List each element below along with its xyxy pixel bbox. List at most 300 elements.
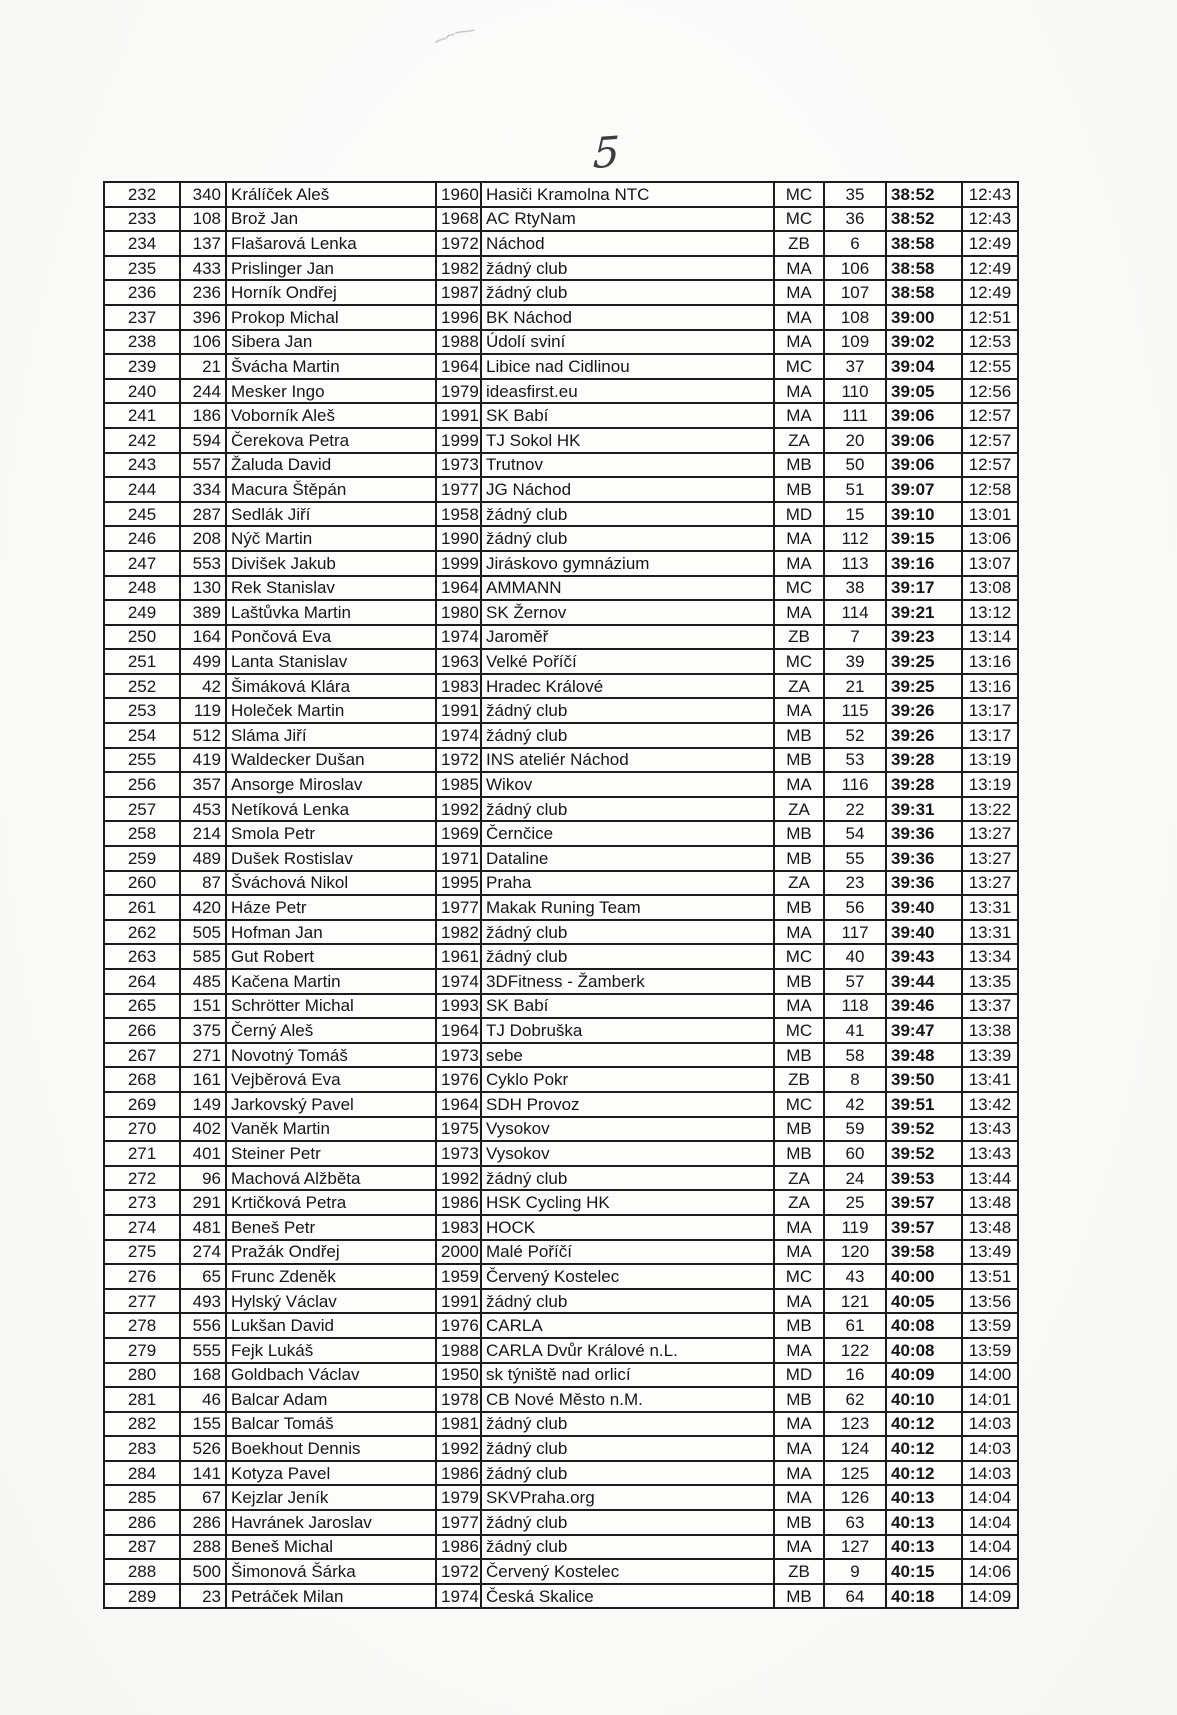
cell-year: 1959 [436,1264,481,1289]
cell-time: 38:58 [886,280,962,305]
cell-gap: 14:00 [962,1363,1018,1388]
cell-name: Lanta Stanislav [226,649,436,674]
cell-year: 1975 [436,1117,481,1142]
cell-rank: 239 [104,354,180,379]
cell-category: ZB [774,1559,824,1584]
cell-rank: 255 [104,748,180,773]
cell-bib: 286 [180,1510,226,1535]
cell-rank: 243 [104,453,180,478]
cell-category-rank: 16 [824,1363,886,1388]
cell-year: 1995 [436,871,481,896]
cell-club: SK Babí [481,994,774,1019]
cell-year: 1988 [436,330,481,355]
cell-name: Šimáková Klára [226,674,436,699]
cell-club: ideasfirst.eu [481,379,774,404]
cell-club: Černčice [481,821,774,846]
cell-name: Prokop Michal [226,305,436,330]
cell-bib: 23 [180,1584,226,1609]
cell-category: MB [774,895,824,920]
cell-category-rank: 61 [824,1313,886,1338]
cell-name: Frunc Zdeněk [226,1264,436,1289]
cell-time: 40:00 [886,1264,962,1289]
cell-name: Vejběrová Eva [226,1067,436,1092]
cell-rank: 252 [104,674,180,699]
cell-year: 1974 [436,723,481,748]
cell-category: MB [774,453,824,478]
cell-rank: 247 [104,551,180,576]
cell-gap: 13:07 [962,551,1018,576]
cell-rank: 234 [104,231,180,256]
cell-category-rank: 8 [824,1067,886,1092]
cell-category: MD [774,1363,824,1388]
cell-year: 1958 [436,502,481,527]
cell-bib: 505 [180,920,226,945]
cell-name: Kejzlar Jeník [226,1485,436,1510]
cell-category-rank: 113 [824,551,886,576]
cell-gap: 13:48 [962,1190,1018,1215]
cell-gap: 13:59 [962,1313,1018,1338]
cell-category-rank: 125 [824,1461,886,1486]
cell-club: žádný club [481,280,774,305]
cell-bib: 500 [180,1559,226,1584]
cell-category-rank: 9 [824,1559,886,1584]
table-row [104,280,1018,305]
cell-name: Vaněk Martin [226,1117,436,1142]
cell-gap: 13:01 [962,502,1018,527]
cell-rank: 251 [104,649,180,674]
cell-year: 1972 [436,231,481,256]
cell-club: žádný club [481,920,774,945]
cell-club: Cyklo Pokr [481,1067,774,1092]
cell-rank: 273 [104,1190,180,1215]
cell-name: Flašarová Lenka [226,231,436,256]
cell-gap: 13:34 [962,944,1018,969]
cell-category: MA [774,305,824,330]
cell-gap: 13:14 [962,625,1018,650]
cell-category: MB [774,1584,824,1609]
cell-bib: 236 [180,280,226,305]
cell-time: 39:51 [886,1092,962,1117]
cell-time: 39:50 [886,1067,962,1092]
cell-year: 1977 [436,477,481,502]
cell-rank: 258 [104,821,180,846]
cell-time: 40:18 [886,1584,962,1609]
cell-category: ZA [774,1190,824,1215]
cell-gap: 13:56 [962,1289,1018,1314]
cell-rank: 232 [104,182,180,207]
cell-year: 1977 [436,1510,481,1535]
cell-category-rank: 64 [824,1584,886,1609]
cell-rank: 260 [104,871,180,896]
cell-club: AMMANN [481,576,774,601]
cell-time: 39:25 [886,649,962,674]
cell-name: Pončová Eva [226,625,436,650]
cell-category-rank: 119 [824,1215,886,1240]
cell-rank: 268 [104,1067,180,1092]
cell-club: Trutnov [481,453,774,478]
cell-club: Červený Kostelec [481,1264,774,1289]
cell-club: Praha [481,871,774,896]
cell-year: 1982 [436,256,481,281]
cell-club: SK Babí [481,403,774,428]
cell-category-rank: 115 [824,698,886,723]
cell-name: Petráček Milan [226,1584,436,1609]
cell-year: 1974 [436,969,481,994]
cell-club: Makak Runing Team [481,895,774,920]
cell-gap: 12:51 [962,305,1018,330]
cell-gap: 14:04 [962,1510,1018,1535]
cell-year: 1990 [436,526,481,551]
cell-time: 39:46 [886,994,962,1019]
cell-club: Hasiči Kramolna NTC [481,182,774,207]
cell-category: MC [774,1092,824,1117]
cell-name: Hofman Jan [226,920,436,945]
cell-time: 39:16 [886,551,962,576]
cell-rank: 278 [104,1313,180,1338]
cell-bib: 556 [180,1313,226,1338]
cell-category: MC [774,944,824,969]
table-row [104,649,1018,674]
cell-year: 1996 [436,305,481,330]
cell-time: 39:36 [886,846,962,871]
cell-gap: 13:48 [962,1215,1018,1240]
cell-name: Balcar Adam [226,1387,436,1412]
cell-category: ZA [774,674,824,699]
cell-category-rank: 124 [824,1436,886,1461]
cell-name: Beneš Michal [226,1535,436,1560]
cell-year: 1964 [436,1018,481,1043]
cell-club: SK Žernov [481,600,774,625]
cell-year: 1974 [436,1584,481,1609]
cell-name: Jarkovský Pavel [226,1092,436,1117]
table-row [104,1092,1018,1117]
cell-year: 1971 [436,846,481,871]
cell-category: MC [774,576,824,601]
cell-category: MA [774,1535,824,1560]
cell-club: Česká Skalice [481,1584,774,1609]
cell-rank: 244 [104,477,180,502]
cell-bib: 130 [180,576,226,601]
cell-name: Sibera Jan [226,330,436,355]
cell-gap: 13:16 [962,649,1018,674]
cell-rank: 236 [104,280,180,305]
cell-club: žádný club [481,526,774,551]
cell-bib: 357 [180,772,226,797]
table-row [104,1584,1018,1609]
cell-bib: 594 [180,428,226,453]
cell-category: MC [774,354,824,379]
cell-time: 39:40 [886,920,962,945]
cell-name: Sláma Jiří [226,723,436,748]
cell-year: 1974 [436,625,481,650]
cell-time: 39:31 [886,797,962,822]
cell-club: INS ateliér Náchod [481,748,774,773]
cell-year: 1988 [436,1338,481,1363]
cell-rank: 267 [104,1043,180,1068]
cell-rank: 283 [104,1436,180,1461]
cell-gap: 12:49 [962,231,1018,256]
cell-name: Mesker Ingo [226,379,436,404]
cell-year: 1977 [436,895,481,920]
cell-club: Libice nad Cidlinou [481,354,774,379]
cell-club: žádný club [481,1166,774,1191]
cell-category: MB [774,846,824,871]
cell-time: 39:47 [886,1018,962,1043]
cell-year: 1972 [436,748,481,773]
cell-rank: 237 [104,305,180,330]
cell-club: Wikov [481,772,774,797]
cell-bib: 553 [180,551,226,576]
cell-name: Beneš Petr [226,1215,436,1240]
cell-club: BK Náchod [481,305,774,330]
cell-year: 1972 [436,1559,481,1584]
cell-category: MB [774,1117,824,1142]
cell-category-rank: 50 [824,453,886,478]
cell-year: 1964 [436,354,481,379]
cell-gap: 13:19 [962,748,1018,773]
table-row [104,256,1018,281]
cell-category: MA [774,1240,824,1265]
cell-rank: 246 [104,526,180,551]
cell-year: 1982 [436,920,481,945]
cell-name: Šváchová Nikol [226,871,436,896]
cell-rank: 259 [104,846,180,871]
cell-bib: 244 [180,379,226,404]
cell-category: ZB [774,231,824,256]
cell-category-rank: 63 [824,1510,886,1535]
cell-club: Vysokov [481,1141,774,1166]
cell-club: žádný club [481,256,774,281]
cell-time: 40:10 [886,1387,962,1412]
cell-time: 40:05 [886,1289,962,1314]
cell-year: 1992 [436,797,481,822]
cell-bib: 161 [180,1067,226,1092]
cell-gap: 13:44 [962,1166,1018,1191]
cell-category: MB [774,1510,824,1535]
cell-bib: 67 [180,1485,226,1510]
cell-bib: 402 [180,1117,226,1142]
cell-bib: 419 [180,748,226,773]
table-row [104,551,1018,576]
cell-time: 39:57 [886,1190,962,1215]
cell-category: MA [774,920,824,945]
cell-gap: 14:03 [962,1461,1018,1486]
cell-name: Černý Aleš [226,1018,436,1043]
cell-name: Schrötter Michal [226,994,436,1019]
table-row [104,1313,1018,1338]
cell-bib: 151 [180,994,226,1019]
cell-bib: 433 [180,256,226,281]
cell-category: MB [774,1313,824,1338]
cell-year: 1999 [436,428,481,453]
cell-category-rank: 112 [824,526,886,551]
cell-name: Dušek Rostislav [226,846,436,871]
cell-gap: 13:43 [962,1141,1018,1166]
cell-rank: 272 [104,1166,180,1191]
cell-time: 38:52 [886,207,962,232]
cell-category-rank: 107 [824,280,886,305]
table-row [104,772,1018,797]
cell-bib: 585 [180,944,226,969]
cell-category: MC [774,1264,824,1289]
cell-bib: 141 [180,1461,226,1486]
cell-time: 38:52 [886,182,962,207]
cell-rank: 240 [104,379,180,404]
cell-time: 40:12 [886,1436,962,1461]
cell-gap: 12:43 [962,207,1018,232]
cell-category: MA [774,994,824,1019]
cell-category-rank: 20 [824,428,886,453]
cell-gap: 12:43 [962,182,1018,207]
cell-gap: 13:43 [962,1117,1018,1142]
table-row [104,379,1018,404]
table-row [104,994,1018,1019]
cell-year: 1991 [436,1289,481,1314]
cell-category-rank: 41 [824,1018,886,1043]
cell-gap: 12:49 [962,280,1018,305]
cell-category-rank: 110 [824,379,886,404]
cell-bib: 375 [180,1018,226,1043]
table-row [104,182,1018,207]
cell-category-rank: 57 [824,969,886,994]
cell-bib: 499 [180,649,226,674]
cell-club: AC RtyNam [481,207,774,232]
cell-category: MA [774,1436,824,1461]
cell-name: Steiner Petr [226,1141,436,1166]
cell-category: MA [774,551,824,576]
cell-category-rank: 60 [824,1141,886,1166]
cell-category-rank: 108 [824,305,886,330]
cell-category: MA [774,1338,824,1363]
cell-gap: 14:04 [962,1485,1018,1510]
cell-club: žádný club [481,1289,774,1314]
cell-name: Boekhout Dennis [226,1436,436,1461]
handwritten-page-number: 5 [592,126,621,179]
cell-rank: 274 [104,1215,180,1240]
cell-time: 39:40 [886,895,962,920]
cell-category: MB [774,1387,824,1412]
cell-category: MA [774,1412,824,1437]
table-row [104,1166,1018,1191]
cell-club: 3DFitness - Žamberk [481,969,774,994]
cell-category: MB [774,821,824,846]
cell-category-rank: 42 [824,1092,886,1117]
cell-name: Čerekova Petra [226,428,436,453]
table-row [104,1436,1018,1461]
cell-category: MA [774,330,824,355]
cell-year: 1980 [436,600,481,625]
cell-category: MA [774,379,824,404]
cell-rank: 235 [104,256,180,281]
cell-club: Červený Kostelec [481,1559,774,1584]
cell-category-rank: 37 [824,354,886,379]
cell-name: Waldecker Dušan [226,748,436,773]
cell-bib: 389 [180,600,226,625]
cell-bib: 21 [180,354,226,379]
cell-category: MB [774,723,824,748]
cell-year: 1963 [436,649,481,674]
table-row [104,453,1018,478]
cell-club: Jiráskovo gymnázium [481,551,774,576]
table-row [104,1264,1018,1289]
cell-bib: 485 [180,969,226,994]
cell-year: 1987 [436,280,481,305]
cell-category: MA [774,256,824,281]
cell-category: MA [774,280,824,305]
cell-gap: 13:27 [962,871,1018,896]
results-table-body [104,182,1018,1608]
cell-year: 1973 [436,1043,481,1068]
table-row [104,1485,1018,1510]
cell-name: Prislinger Jan [226,256,436,281]
cell-bib: 453 [180,797,226,822]
cell-year: 1986 [436,1461,481,1486]
cell-club: Údolí sviní [481,330,774,355]
cell-category-rank: 23 [824,871,886,896]
table-row [104,231,1018,256]
cell-category-rank: 55 [824,846,886,871]
cell-bib: 288 [180,1535,226,1560]
cell-time: 40:08 [886,1313,962,1338]
cell-category: MA [774,1485,824,1510]
table-row [104,1412,1018,1437]
cell-category-rank: 127 [824,1535,886,1560]
cell-rank: 253 [104,698,180,723]
table-row [104,576,1018,601]
cell-time: 39:44 [886,969,962,994]
cell-year: 1976 [436,1313,481,1338]
cell-time: 39:02 [886,330,962,355]
cell-year: 1964 [436,576,481,601]
cell-bib: 271 [180,1043,226,1068]
cell-category-rank: 24 [824,1166,886,1191]
cell-gap: 13:41 [962,1067,1018,1092]
cell-gap: 14:03 [962,1436,1018,1461]
cell-year: 2000 [436,1240,481,1265]
cell-gap: 14:09 [962,1584,1018,1609]
cell-year: 1973 [436,1141,481,1166]
cell-category: ZA [774,871,824,896]
cell-category: MC [774,182,824,207]
cell-gap: 13:27 [962,821,1018,846]
table-row [104,871,1018,896]
cell-gap: 13:17 [962,723,1018,748]
results-table [103,181,1019,1609]
cell-rank: 245 [104,502,180,527]
table-row [104,1461,1018,1486]
cell-bib: 65 [180,1264,226,1289]
cell-year: 1986 [436,1190,481,1215]
cell-club: Hradec Králové [481,674,774,699]
cell-bib: 401 [180,1141,226,1166]
cell-time: 39:06 [886,453,962,478]
cell-year: 1991 [436,403,481,428]
cell-club: žádný club [481,1412,774,1437]
cell-bib: 557 [180,453,226,478]
cell-gap: 12:57 [962,428,1018,453]
cell-club: HSK Cycling HK [481,1190,774,1215]
cell-year: 1981 [436,1412,481,1437]
cell-category: MC [774,649,824,674]
cell-club: JG Náchod [481,477,774,502]
cell-rank: 261 [104,895,180,920]
cell-name: Smola Petr [226,821,436,846]
cell-gap: 13:31 [962,920,1018,945]
cell-club: Vysokov [481,1117,774,1142]
cell-name: Voborník Aleš [226,403,436,428]
results-table-container [103,181,1017,1609]
table-row [104,477,1018,502]
